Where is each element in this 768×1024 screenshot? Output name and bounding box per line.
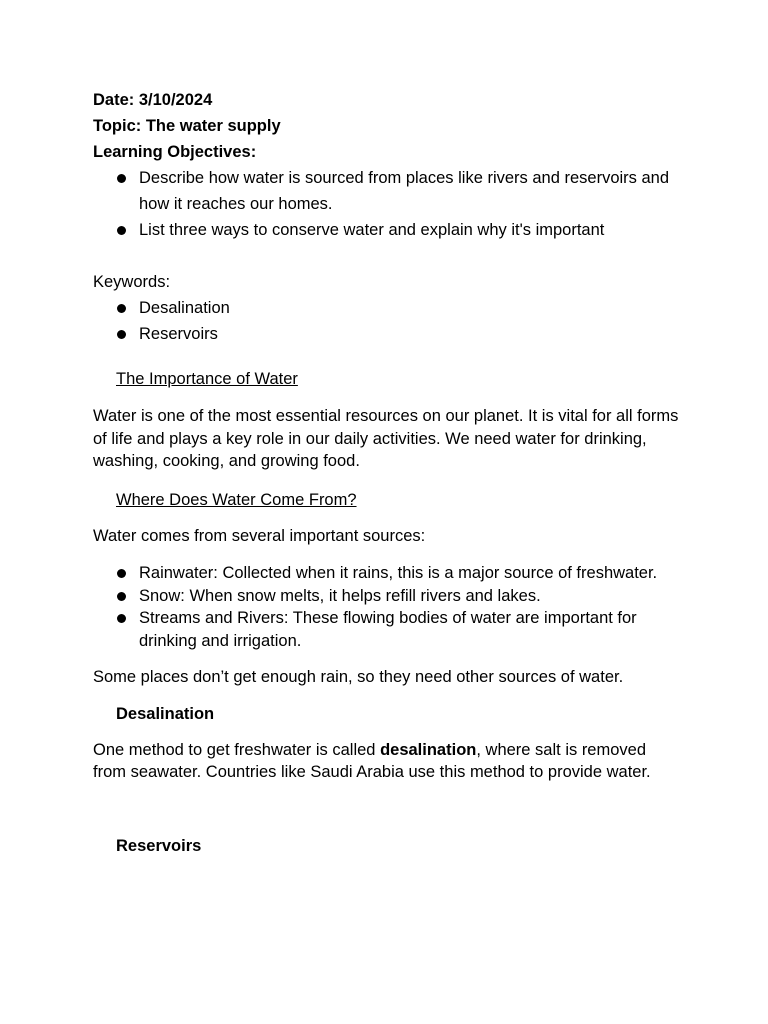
objectives-label: Learning Objectives:	[93, 143, 257, 161]
keyword-item: Reservoirs	[93, 321, 683, 347]
keywords-list	[93, 295, 683, 347]
objective-item: List three ways to conserve water and explain why it's important	[93, 217, 683, 243]
objectives-list	[93, 165, 683, 243]
source-item: Snow: When snow melts, it helps refill rivers and lakes.	[93, 585, 683, 608]
sources-heading: Where Does Water Come From?	[116, 490, 357, 509]
desalination-text-after: , where salt is removed from seawater. Countries like Saudi Arabia use this method to provide water.	[93, 740, 651, 781]
sources-intro: Water comes from several important sources:	[93, 526, 426, 545]
objective-item: Describe how water is sourced from places like rivers and reservoirs and how it reaches our homes.	[93, 165, 683, 217]
document-page	[93, 87, 683, 858]
desalination-heading: Desalination	[116, 704, 215, 723]
importance-heading: The Importance of Water	[116, 370, 298, 388]
lesson-topic: Topic: The water supply	[93, 117, 281, 135]
desalination-term: desalination	[380, 740, 477, 759]
importance-paragraph: Water is one of the most essential resources on our planet. It is vital for all forms of life and plays a key role in our daily activities. We need water for drinking, washing, cooking, and growing food.	[93, 407, 679, 470]
source-item: Streams and Rivers: These flowing bodies of water are important for drinking and irrigation.	[93, 607, 683, 652]
keywords-label: Keywords:	[93, 273, 171, 291]
reservoirs-heading: Reservoirs	[116, 836, 202, 855]
desalination-text-before: One method to get freshwater is called	[93, 740, 381, 759]
keyword-item: Desalination	[93, 295, 683, 321]
sources-list	[93, 562, 683, 652]
desalination-paragraph	[93, 739, 683, 784]
sources-closing: Some places don’t get enough rain, so they need other sources of water.	[93, 668, 624, 686]
source-item: Rainwater: Collected when it rains, this is a major source of freshwater.	[93, 562, 683, 585]
lesson-date: Date: 3/10/2024	[93, 91, 213, 109]
